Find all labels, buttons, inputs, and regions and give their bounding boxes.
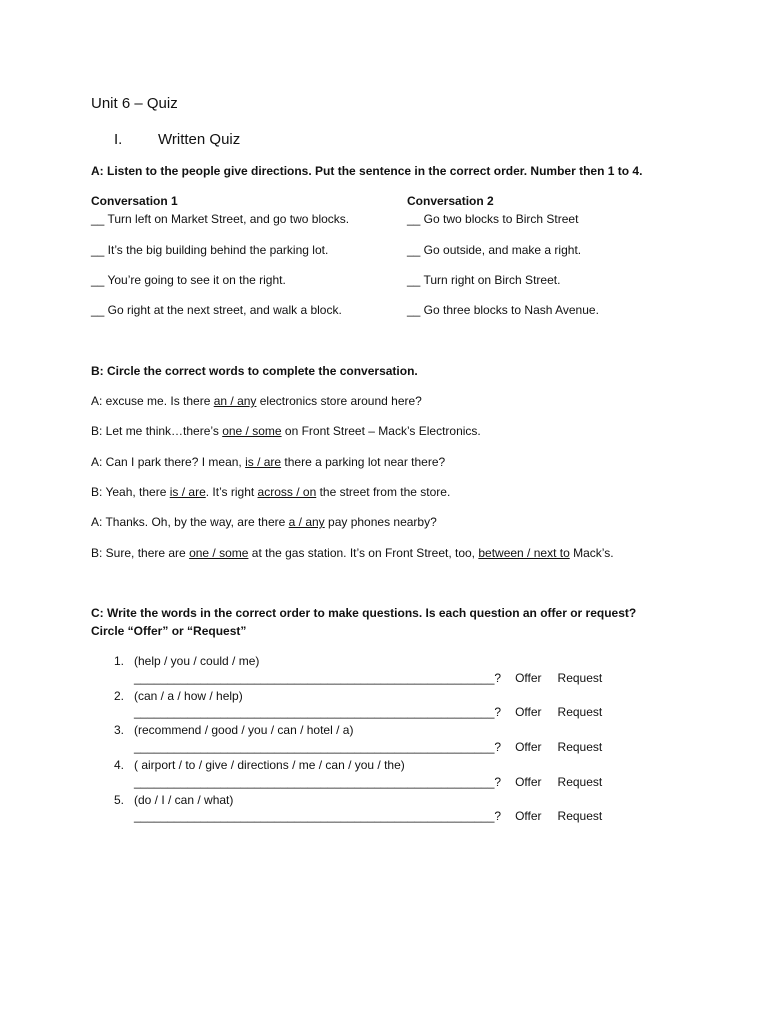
- offer-option[interactable]: Offer: [515, 705, 542, 719]
- dialogue-text: electronics store around here?: [256, 394, 422, 408]
- dialogue-line: [91, 394, 422, 408]
- answer-blank[interactable]: ______________________________________________________?: [134, 671, 502, 685]
- conversation-1-item: __ You’re going to see it on the right.: [91, 273, 286, 287]
- word-choice[interactable]: one / some: [189, 546, 249, 560]
- dialogue-line: [91, 455, 445, 469]
- question-prompt: [100, 758, 405, 772]
- offer-option[interactable]: Offer: [515, 671, 542, 685]
- dialogue-line: [91, 485, 450, 499]
- conversation-2-item: __ Turn right on Birch Street.: [407, 273, 561, 287]
- question-words: ( airport / to / give / directions / me / can / you / the): [134, 758, 405, 772]
- section-title: Written Quiz: [158, 131, 241, 148]
- word-choice[interactable]: across / on: [257, 485, 317, 499]
- answer-row: [134, 671, 602, 685]
- answer-blank[interactable]: ______________________________________________________?: [134, 775, 502, 789]
- question-number: 4.: [113, 758, 124, 772]
- conversation-1-item: __ Go right at the next street, and walk a block.: [91, 303, 342, 317]
- dialogue-text: at the gas station. It’s on Front Street, too,: [248, 546, 479, 560]
- part-c-instruction-2: Circle “Offer” or “Request”: [91, 624, 247, 638]
- question-words: (recommend / good / you / can / hotel / a): [134, 723, 354, 737]
- question-prompt: [100, 793, 233, 807]
- request-option[interactable]: Request: [557, 740, 603, 754]
- dialogue-text: on Front Street – Mack’s Electronics.: [281, 424, 481, 438]
- offer-option[interactable]: Offer: [515, 809, 542, 823]
- dialogue-text: pay phones nearby?: [324, 515, 437, 529]
- section-number: I.: [114, 131, 123, 148]
- conversation-2-title: Conversation 2: [407, 194, 494, 208]
- request-option[interactable]: Request: [557, 809, 603, 823]
- conversation-1-title: Conversation 1: [91, 194, 178, 208]
- word-choice[interactable]: an / any: [213, 394, 257, 408]
- question-prompt: [100, 723, 353, 737]
- answer-blank[interactable]: ______________________________________________________?: [134, 705, 502, 719]
- question-prompt: [100, 654, 259, 668]
- word-choice[interactable]: is / are: [169, 485, 206, 499]
- request-option[interactable]: Request: [557, 775, 603, 789]
- question-words: (do / I / can / what): [134, 793, 234, 807]
- request-option[interactable]: Request: [557, 671, 603, 685]
- dialogue-text: A: excuse me. Is there: [91, 394, 214, 408]
- word-choice[interactable]: between / next to: [478, 546, 570, 560]
- dialogue-text: B: Let me think…there’s: [91, 424, 223, 438]
- question-words: (help / you / could / me): [134, 654, 260, 668]
- dialogue-text: A: Thanks. Oh, by the way, are there: [91, 515, 289, 529]
- dialogue-line: [91, 546, 614, 560]
- offer-option[interactable]: Offer: [515, 740, 542, 754]
- answer-row: [134, 740, 602, 754]
- dialogue-text: B: Yeah, there: [91, 485, 170, 499]
- conversation-2-item: __ Go three blocks to Nash Avenue.: [407, 303, 599, 317]
- part-c-instruction: C: Write the words in the correct order to make questions. Is each question an offer or request?: [91, 606, 637, 620]
- word-choice[interactable]: one / some: [222, 424, 282, 438]
- answer-row: [134, 775, 602, 789]
- part-a-instruction: A: Listen to the people give directions. Put the sentence in the correct order. Number then 1 to 4.: [91, 164, 643, 178]
- answer-blank[interactable]: ______________________________________________________?: [134, 809, 502, 823]
- question-number: 3.: [113, 723, 124, 737]
- word-choice[interactable]: is / are: [245, 455, 282, 469]
- dialogue-text: the street from the store.: [316, 485, 451, 499]
- question-prompt: [100, 689, 243, 703]
- dialogue-text: there a parking lot near there?: [281, 455, 446, 469]
- question-words: (can / a / how / help): [134, 689, 243, 703]
- dialogue-text: Mack’s.: [569, 546, 614, 560]
- answer-blank[interactable]: ______________________________________________________?: [134, 740, 502, 754]
- dialogue-text: A: Can I park there? I mean,: [91, 455, 246, 469]
- conversation-1-item: __ It’s the big building behind the parking lot.: [91, 243, 329, 257]
- word-choice[interactable]: a / any: [288, 515, 325, 529]
- answer-row: [134, 705, 602, 719]
- question-number: 5.: [113, 793, 124, 807]
- dialogue-text: . It’s right: [205, 485, 258, 499]
- dialogue-line: [91, 515, 437, 529]
- part-b-instruction: B: Circle the correct words to complete the conversation.: [91, 364, 418, 378]
- question-number: 2.: [113, 689, 124, 703]
- unit-title: Unit 6 – Quiz: [91, 95, 178, 112]
- answer-row: [134, 809, 602, 823]
- conversation-2-item: __ Go outside, and make a right.: [407, 243, 582, 257]
- conversation-1-item: __ Turn left on Market Street, and go two blocks.: [91, 212, 350, 226]
- conversation-2-item: __ Go two blocks to Birch Street: [407, 212, 579, 226]
- request-option[interactable]: Request: [557, 705, 603, 719]
- question-number: 1.: [113, 654, 124, 668]
- dialogue-line: [91, 424, 481, 438]
- dialogue-text: B: Sure, there are: [91, 546, 190, 560]
- offer-option[interactable]: Offer: [515, 775, 542, 789]
